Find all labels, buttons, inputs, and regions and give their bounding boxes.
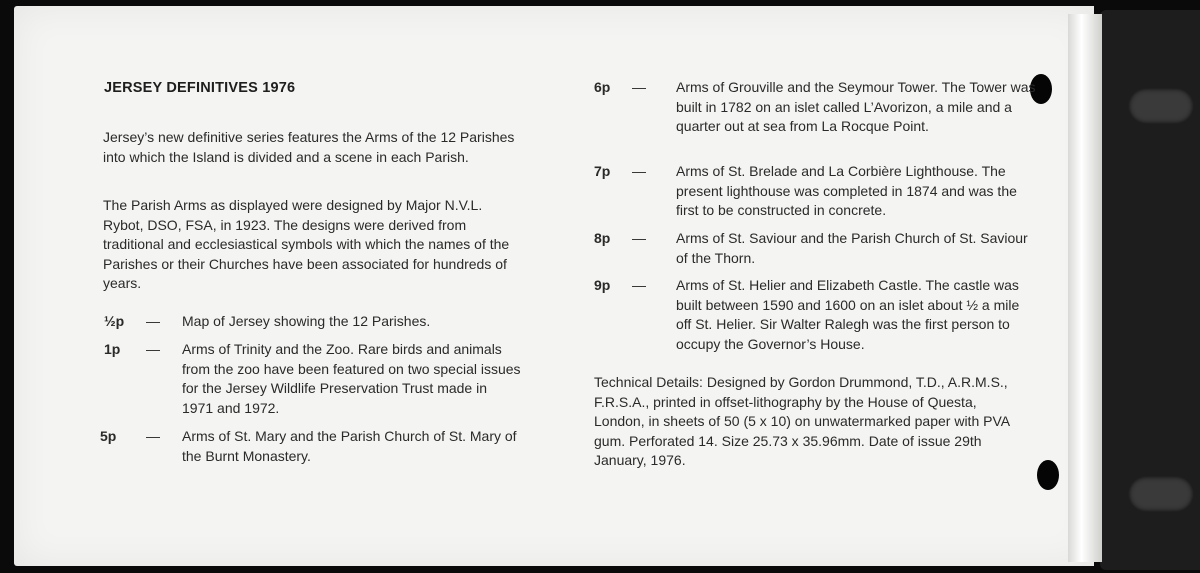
binder-slot-top (1128, 88, 1194, 124)
stamp-description: Arms of Grouville and the Seymour Tower. The Tower was built in 1782 on an islet called L’Avorizon, a mile and a quarter out at sea from La Rocque Point. (676, 79, 1036, 134)
stamp-value: 8p (594, 230, 611, 246)
stamp-description: Arms of St. Brelade and La Corbière Lighthouse. The present lighthouse was completed in 1874 and was the first to be constructed in concrete. (676, 163, 1017, 218)
stamp-value: ½p (104, 313, 125, 329)
binder-slot-bottom (1128, 476, 1194, 512)
stamp-value: 5p (100, 428, 117, 444)
dash: — (632, 230, 646, 246)
dash: — (632, 79, 646, 95)
intro-paragraph-2: The Parish Arms as displayed were designed by Major N.V.L. Rybot, DSO, FSA, in 1923. The designs were derived from traditional and ecclesiastical symbols with which the names of the Parishes or their Churches have been associated for hundreds of years. (103, 197, 510, 291)
dash: — (632, 163, 646, 179)
stamp-value: 9p (594, 277, 611, 293)
punch-hole-bottom (1037, 460, 1059, 490)
stamp-value: 7p (594, 163, 611, 179)
stamp-value: 6p (594, 79, 611, 95)
dash: — (146, 428, 160, 444)
page-title: JERSEY DEFINITIVES 1976 (104, 80, 296, 96)
stamp-value: 1p (104, 341, 121, 357)
dash: — (146, 341, 160, 357)
stamp-description: Arms of St. Saviour and the Parish Church of St. Saviour of the Thorn. (676, 230, 1028, 266)
stamp-description: Arms of Trinity and the Zoo. Rare birds and animals from the zoo have been featured on two special issues for the Jersey Wildlife Preservation Trust made in 1971 and 1972. (182, 341, 521, 416)
stamp-description: Arms of St. Mary and the Parish Church of St. Mary of the Burnt Monastery. (182, 428, 517, 464)
stamp-description: Arms of St. Helier and Elizabeth Castle. The castle was built between 1590 and 1600 on an islet about ½ a mile off St. Helier. Sir Walter Ralegh was the first person to occupy the Governor’s House. (676, 277, 1020, 352)
dash: — (146, 313, 160, 329)
technical-details: Technical Details: Designed by Gordon Drummond, T.D., A.R.M.S., F.R.S.A., printed in offset-lithography by the House of Questa, London, in sheets of 50 (5 x 10) on unwatermarked paper with PVA gum. Perforated 14. Size 25.73 x 35.96mm. Date of issue 29th January, 1976. (594, 374, 1010, 468)
binder-strip (1068, 14, 1102, 562)
intro-paragraph-1: Jersey’s new definitive series features the Arms of the 12 Parishes into which the Island is divided and a scene in each Parish. (103, 129, 515, 165)
dash: — (632, 277, 646, 293)
stamp-description: Map of Jersey showing the 12 Parishes. (182, 313, 431, 329)
